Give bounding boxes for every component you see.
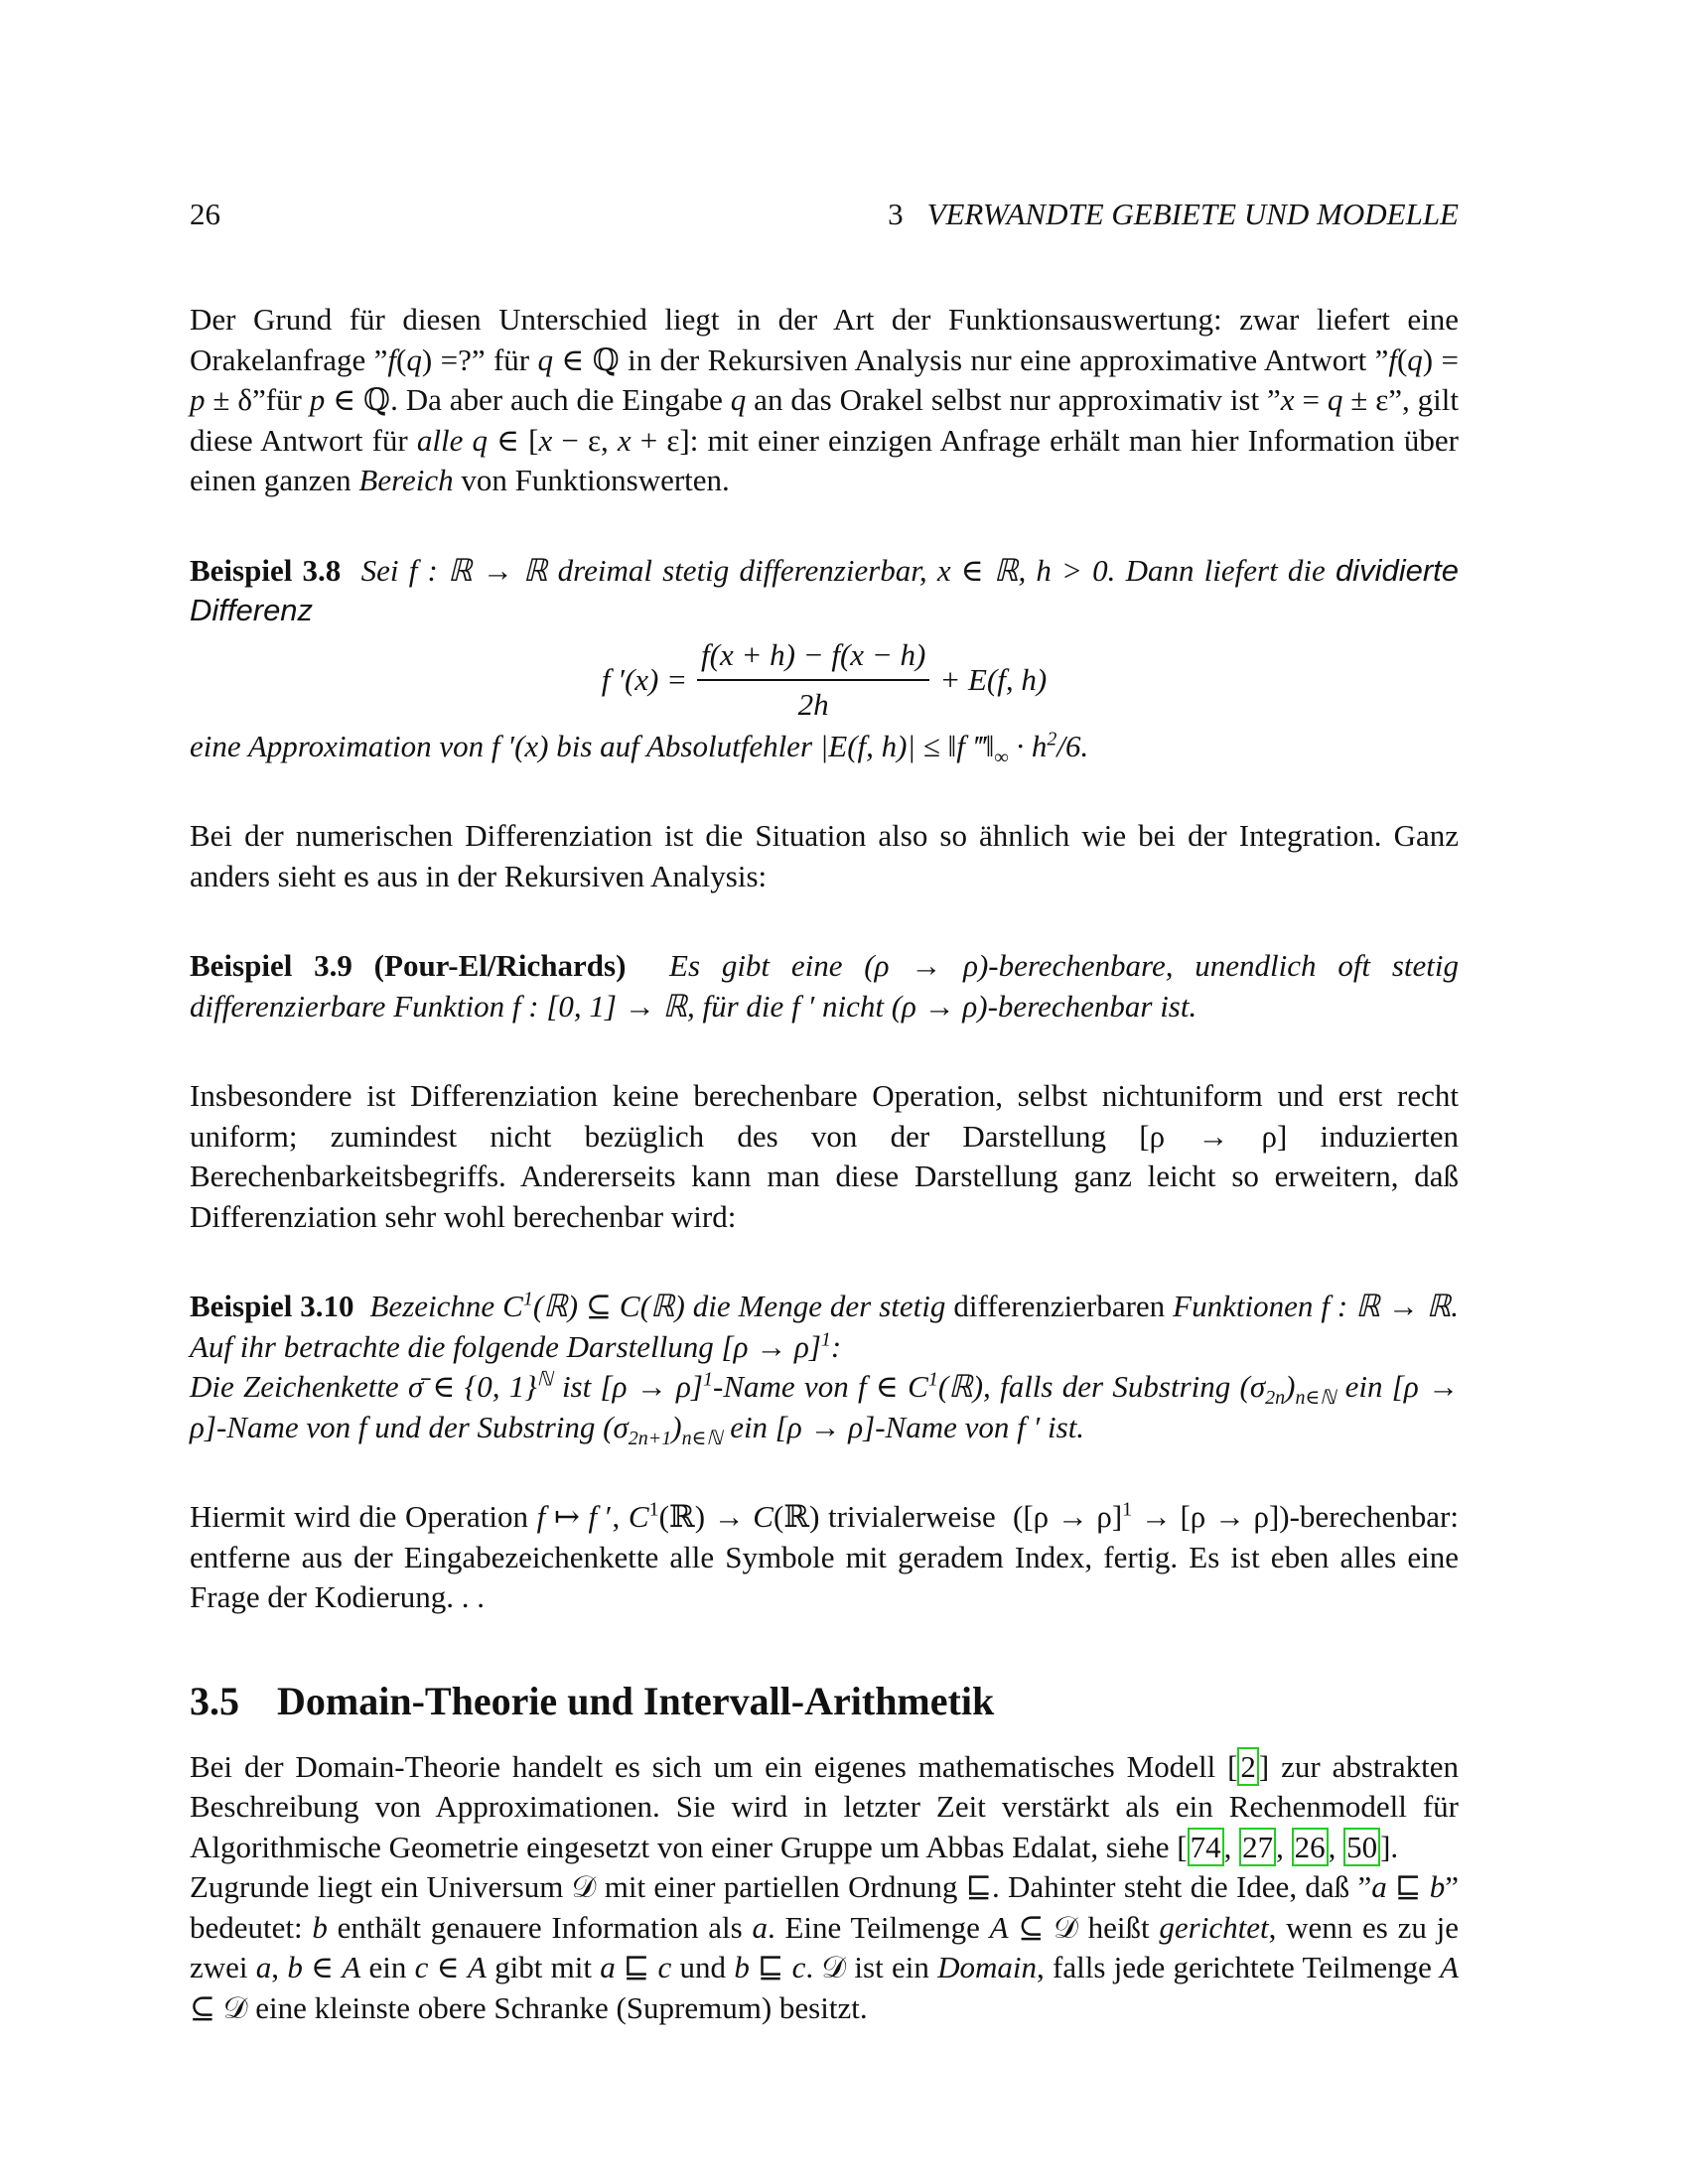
running-header bbox=[190, 195, 1459, 234]
page-number: 26 bbox=[190, 197, 220, 231]
paragraph-5: Bei der Domain-Theorie handelt es sich um ein eigenes mathematisches Modell [2] zur abstrakten Beschreibung von Approximationen. Sie wird in letzter Zeit verstärkt als ein Rechenmodell für Algorithmische Geometrie eingesetzt von einer Gruppe um Abbas Edalat, siehe [74, 27, 26, 50]. bbox=[190, 1748, 1459, 1864]
chapter-title: 3 VERWANDTE GEBIETE UND MODELLE bbox=[888, 197, 1459, 231]
section-heading: 3.5 Domain-Theorie und Intervall-Arithmetik bbox=[190, 1678, 995, 1723]
paragraph-2: Bei der numerischen Differenziation ist die Situation also so ähnlich wie bei der Integration. Ganz anders sieht es aus in der Rekursiven Analysis: bbox=[190, 818, 1459, 893]
paragraph-3: Insbesondere ist Differenziation keine berechenbare Operation, selbst nichtuniform und erst recht uniform; zumindest nicht bezüglich des von der Darstellung [ρ → ρ] induzierten Berechenbarkeitsbegriffs. Andererseits kann man diese Darstellung ganz leicht so erweitern, daß Differenziation sehr wohl berechenbar wird: bbox=[190, 1078, 1459, 1234]
citation-link[interactable]: 74 bbox=[1188, 1828, 1224, 1866]
paragraph-6: Zugrunde liegt ein Universum 𝒟 mit einer partiellen Ordnung ⊑. Dahinter steht die Idee, daß ”a ⊑ b” bedeutet: b enthält genauere Information als a. Eine Teilmenge A ⊆ 𝒟 heißt gerichtet, wenn es zu je zwei a, b ∈ A ein c ∈ A gibt mit a ⊑ c und b ⊑ c. 𝒟 ist ein Domain, falls jede gerichtete Teilmenge A ⊆ 𝒟 eine kleinste obere Schranke (Supremum) besitzt. bbox=[190, 1869, 1460, 2025]
example-3-10: Beispiel 3.10 Bezeichne $C^1(ℝ)$ ⊆ C(ℝ) die Menge der stetig differenzierbaren Funktionen f : ℝ → ℝ. Auf ihr betrachte die folgende Darstellung $[\rho \to \rho]^1$: Die Zeichenkette σ̄ ∈ {0, 1}$^ℕ$ ist $[\rho \to \rho]^1$-Name von f ∈ $C^1(ℝ)$, falls der Substring $(\sigma_{2n})_{n\in ℕ}$ ein [ρ → ρ]-Name von f und der Substring $(\sigma_{2n+1})_{n\in ℕ}$ ein [ρ → ρ]-Name von f ′ ist. bbox=[190, 1288, 1459, 1449]
citation-link[interactable]: 2 bbox=[1237, 1747, 1259, 1786]
document-page bbox=[190, 195, 1459, 2028]
citation-link[interactable]: 27 bbox=[1239, 1828, 1276, 1866]
difference-formula: f ′(x) = $\frac{f(x + h) - f(x - h)}{2h}$ + E(f, h) bbox=[601, 636, 1048, 722]
example-3-8-continuation: eine Approximation von f ′(x) bis auf Absolutfehler |E(f, h)| ≤ ‖f $‴‖_\infty \cdot h^2/6$. bbox=[190, 728, 1089, 768]
paragraph-4: Hiermit wird die Operation f ↦ f ′, $C^1(ℝ)$ → C(ℝ) trivialerweise ($[\rho \to \rho]^1 \to [\rho$ → ρ])-berechenbar: entferne aus der Eingabezeichenkette alle Symbole mit geradem Index, fertig. Es ist eben alles eine Frage der Kodierung. . . bbox=[190, 1498, 1459, 1614]
example-3-8: Beispiel 3.8 Sei f : ℝ → ℝ dreimal stetig differenzierbar, x ∈ ℝ, h > 0. Dann liefert die dividierte Differenz bbox=[190, 552, 1459, 627]
citation-link[interactable]: 26 bbox=[1292, 1828, 1329, 1866]
example-3-9: Beispiel 3.9 (Pour-El/Richards) Es gibt eine (ρ → ρ)-berechenbare, unendlich oft stetig differenzierbare Funktion f : [0, 1] → ℝ, für die f ′ nicht (ρ → ρ)-berechenbar ist. bbox=[190, 948, 1460, 1024]
citation-link[interactable]: 50 bbox=[1343, 1828, 1380, 1866]
paragraph-1: Der Grund für diesen Unterschied liegt in der Art der Funktionsauswertung: zwar liefert eine Orakelanfrage ”f(q) =?” für q ∈ ℚ in der Rekursiven Analysis nur eine approximative Antwort ”f(q) = p ± δ”für p ∈ ℚ. Da aber auch die Eingabe q an das Orakel selbst nur approximativ ist ”x = q ± ε”, gilt diese Antwort für alle q ∈ [x − ε, x + ε]: mit einer einzigen Anfrage erhält man hier Information über einen ganzen Bereich von Funktionswerten. bbox=[190, 302, 1460, 497]
